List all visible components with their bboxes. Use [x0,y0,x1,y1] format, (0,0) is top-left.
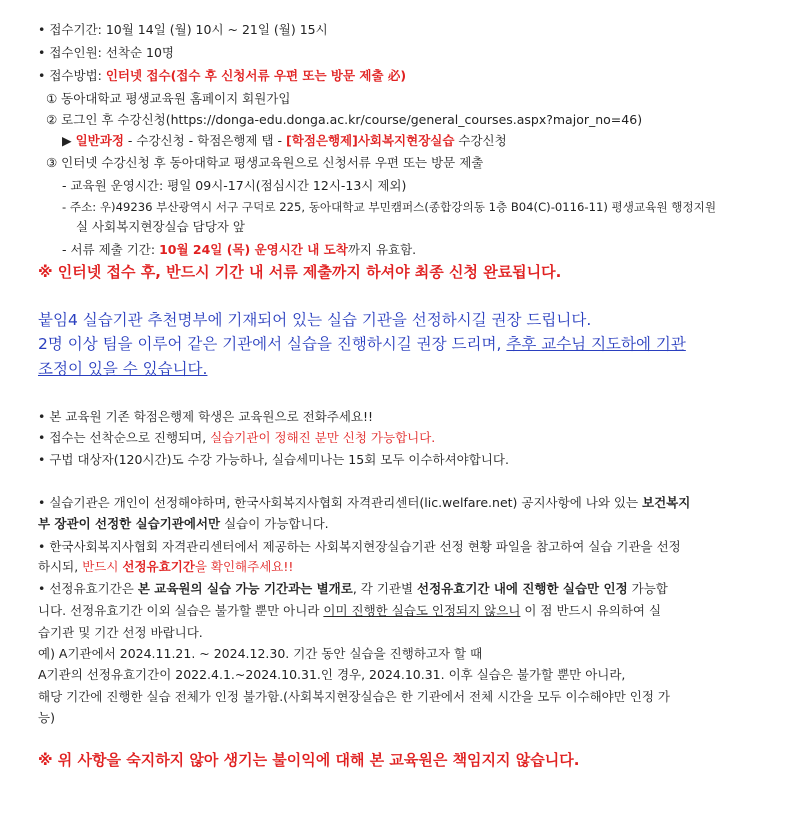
recommend-line-2-a: 2명 이상 팀을 이루어 같은 기관에서 실습을 진행하시길 권장 드리며, [38,335,507,353]
detail-3-underline: 이미 진행한 실습도 인정되지 않으니 [323,603,521,618]
nav-mid: - 수강신청 - 학점은행제 탭 - [123,133,287,148]
detail-3-bold-1: 본 교육원의 실습 가능 기간과는 별개로 [137,581,353,596]
office-hours: - 교육원 운영시간: 평일 09시-17시(점심시간 12시-13시 제외) [62,178,407,193]
detail-3-line-1 [38,581,668,597]
detail-1-b: 실습이 가능합니다. [220,516,329,531]
detail-3-line-3: 습기관 및 기간 선정 바랍니다. [38,625,203,640]
apply-method-label: • 접수방법: [38,68,106,83]
nav-general: 일반과정 [75,133,124,148]
course-link[interactable]: https://donga-edu.donga.ac.kr/course/general_courses.aspx?major_no=46 [170,112,638,127]
detail-2-line-1: • 한국사회복지사협회 자격관리센터에서 제공하는 사회복지현장실습기관 선정 현황 파일을 참고하여 실습 기관을 선정 [38,539,681,554]
example-1: 예) A기관에서 2024.11.21. ~ 2024.12.30. 기간 동안 실습을 진행하고자 할 때 [38,646,483,661]
step-2-prefix: ② 로그인 후 수강신청( [46,112,171,127]
detail-2-red: 반드시 [82,559,123,574]
detail-3-b: , 각 기관별 [352,581,418,596]
step-2 [46,112,642,128]
recommend-line-2-b: 추후 교수님 지도하에 기관 [506,335,686,353]
example-4: 능) [38,710,55,725]
detail-3-line-2 [38,603,661,619]
detail-2-line-2 [38,559,293,575]
nav-item: [학점은행제]사회복지현장실습 [286,133,455,148]
deadline [62,242,416,258]
detail-3-a: • 선정유효기간은 [38,581,138,596]
detail-1-line-1 [38,495,690,511]
apply-capacity: • 접수인원: 선착순 10명 [38,45,175,60]
detail-2-redbold: 선정유효기간 [122,559,195,574]
note-2-a: • 접수는 선착순으로 진행되며, [38,430,211,445]
apply-method-value: 인터넷 접수(접수 후 신청서류 우편 또는 방문 제출 必) [105,68,407,83]
recommend-line-2 [38,333,686,355]
nav-path [62,133,507,149]
step-3: ③ 인터넷 수강신청 후 동아대학교 평생교육원으로 신청서류 우편 또는 방문 제출 [46,155,484,170]
deadline-value: 10월 24일 (목) 운영시간 내 도착 [159,242,348,257]
example-2: A기관의 선정유효기간이 2022.4.1.~2024.10.31.인 경우, 2024.10.31. 이후 실습은 불가할 뿐만 아니라, [38,667,626,682]
address-line-1: - 주소: 우)49236 부산광역시 서구 구덕로 225, 동아대학교 부민캠퍼스(종합강의동 1층 B04(C)-0116-11) 평생교육원 행정지원 [62,200,717,214]
note-2 [38,430,435,446]
detail-3-bold-2: 선정유효기간 내에 진행한 실습만 인정 [417,581,628,596]
example-3: 해당 기간에 진행한 실습 전체가 인정 불가함.(사회복지현장실습은 한 기관에서 전체 시간을 모두 이수해야만 인정 가 [38,689,671,704]
detail-3-c: 가능합 [627,581,668,596]
footer-warning: ※ 위 사항을 숙지하지 않아 생기는 불이익에 대해 본 교육원은 책임지지 않습니다. [38,751,580,769]
note-2-red: 실습기관이 정해진 분만 신청 가능합니다. [210,430,436,445]
apply-warning: ※ 인터넷 접수 후, 반드시 기간 내 서류 제출까지 하셔야 최종 신청 완료됩니다. [38,263,562,281]
apply-method [38,68,406,84]
detail-1-a: • 실습기관은 개인이 선정해야하며, 한국사회복지사협회 자격관리센터(lic.welfare.net) 공지사항에 나와 있는 [38,495,642,510]
apply-period: • 접수기간: 10월 14일 (월) 10시 ~ 21일 (월) 15시 [38,22,328,37]
recommend-line-3: 조정이 있을 수 있습니다. [38,360,208,378]
detail-2-b: 하시되, [38,559,83,574]
arrow-icon: ▶ [62,133,72,148]
detail-3-d: 니다. 선정유효기간 이외 실습은 불가할 뿐만 아니라 [38,603,324,618]
detail-1-bold: 보건복지 [642,495,691,510]
detail-2-red-2: 을 확인해주세요!! [194,559,294,574]
step-2-suffix: ) [637,112,643,127]
step-1: ① 동아대학교 평생교육원 홈페이지 회원가입 [46,91,291,106]
note-3: • 구법 대상자(120시간)도 수강 가능하나, 실습세미나는 15회 모두 이수하셔야합니다. [38,452,509,467]
detail-1-bold-2: 부 장관이 선정한 실습기관에서만 [38,516,221,531]
address-line-2: 실 사회복지현장실습 담당자 앞 [76,219,245,234]
detail-3-e: 이 점 반드시 유의하여 실 [520,603,662,618]
note-1: • 본 교육원 기존 학점은행제 학생은 교육원으로 전화주세요!! [38,409,374,424]
detail-1-line-2 [38,516,329,532]
recommend-line-1: 붙임4 실습기관 추천명부에 기재되어 있는 실습 기관을 선정하시길 권장 드립니다. [38,311,592,329]
nav-end: 수강신청 [454,133,507,148]
deadline-label: - 서류 제출 기간: [62,242,160,257]
deadline-suffix: 까지 유효함. [347,242,417,257]
